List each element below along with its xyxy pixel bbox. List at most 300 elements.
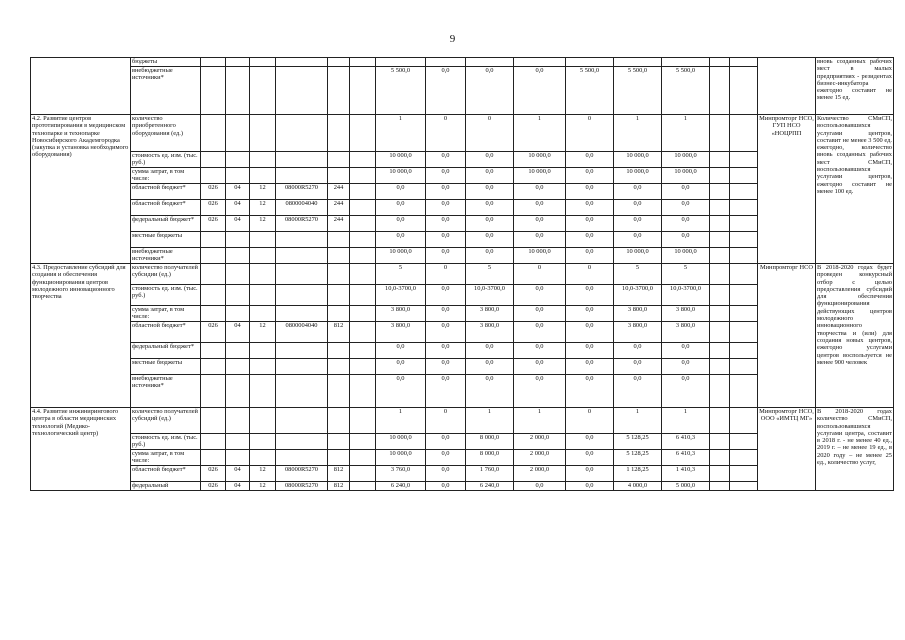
value-cell: 10 000,0 bbox=[514, 152, 566, 168]
value-cell: 10 000,0 bbox=[662, 248, 710, 264]
value-cell bbox=[710, 67, 730, 115]
value-cell bbox=[710, 232, 730, 248]
value-cell: 0,0 bbox=[426, 359, 466, 375]
code-cell bbox=[328, 264, 350, 285]
value-cell: 0,0 bbox=[466, 152, 514, 168]
value-cell bbox=[730, 58, 758, 67]
value-cell bbox=[710, 322, 730, 343]
value-cell: 0,0 bbox=[376, 200, 426, 216]
value-cell: 0,0 bbox=[662, 216, 710, 232]
value-cell: 0 bbox=[426, 408, 466, 434]
indicator-label: количество приобретенного оборудования (ед.) bbox=[131, 115, 201, 152]
code-cell bbox=[350, 67, 376, 115]
indicator-label: сумма затрат, в том числе: bbox=[131, 450, 201, 466]
value-cell: 0,0 bbox=[514, 67, 566, 115]
value-cell: 3 800,0 bbox=[662, 306, 710, 322]
code-cell bbox=[226, 152, 250, 168]
value-cell: 10,0-3700,0 bbox=[466, 285, 514, 306]
value-cell: 10 000,0 bbox=[376, 152, 426, 168]
value-cell: 0,0 bbox=[466, 248, 514, 264]
indicator-label: внебюджетные источники* bbox=[131, 67, 201, 115]
value-cell bbox=[730, 152, 758, 168]
code-cell bbox=[201, 248, 226, 264]
code-cell bbox=[250, 232, 276, 248]
value-cell: 1 bbox=[376, 408, 426, 434]
value-cell: 0,0 bbox=[514, 322, 566, 343]
executor: Минпромторг НСО, ООО «ИМТЦ МГ» bbox=[758, 408, 816, 491]
code-cell bbox=[276, 67, 328, 115]
executor: Минпромторг НСО bbox=[758, 264, 816, 408]
code-cell bbox=[250, 359, 276, 375]
code-cell bbox=[226, 264, 250, 285]
code-cell: 244 bbox=[328, 184, 350, 200]
value-cell bbox=[730, 200, 758, 216]
value-cell: 0,0 bbox=[466, 67, 514, 115]
code-cell bbox=[226, 375, 250, 408]
code-cell: 026 bbox=[201, 466, 226, 482]
value-cell: 0 bbox=[566, 115, 614, 152]
value-cell bbox=[514, 58, 566, 67]
indicator-label: местные бюджеты bbox=[131, 359, 201, 375]
value-cell: 1 bbox=[614, 115, 662, 152]
budget-table bbox=[30, 57, 894, 491]
value-cell: 3 800,0 bbox=[614, 306, 662, 322]
code-cell bbox=[350, 216, 376, 232]
value-cell: 5 500,0 bbox=[566, 67, 614, 115]
code-cell bbox=[226, 58, 250, 67]
code-cell: 08000R5270 bbox=[276, 216, 328, 232]
code-cell bbox=[328, 375, 350, 408]
code-cell bbox=[276, 58, 328, 67]
code-cell bbox=[350, 200, 376, 216]
value-cell bbox=[730, 168, 758, 184]
indicator-label: внебюджетные источники* bbox=[131, 375, 201, 408]
code-cell bbox=[250, 343, 276, 359]
value-cell: 0,0 bbox=[566, 248, 614, 264]
code-cell bbox=[226, 67, 250, 115]
code-cell bbox=[328, 152, 350, 168]
code-cell bbox=[201, 306, 226, 322]
code-cell: 04 bbox=[226, 482, 250, 491]
value-cell: 0,0 bbox=[514, 184, 566, 200]
value-cell: 10,0-3700,0 bbox=[662, 285, 710, 306]
value-cell bbox=[730, 306, 758, 322]
code-cell: 812 bbox=[328, 322, 350, 343]
value-cell: 10 000,0 bbox=[514, 168, 566, 184]
value-cell bbox=[730, 264, 758, 285]
value-cell: 0,0 bbox=[566, 232, 614, 248]
code-cell bbox=[328, 67, 350, 115]
value-cell: 0,0 bbox=[426, 67, 466, 115]
value-cell: 0,0 bbox=[566, 322, 614, 343]
value-cell: 5 bbox=[376, 264, 426, 285]
code-cell bbox=[276, 375, 328, 408]
code-cell bbox=[276, 248, 328, 264]
value-cell: 10 000,0 bbox=[662, 168, 710, 184]
indicator-label: стоимость ед. изм. (тыс. руб.) bbox=[131, 434, 201, 450]
code-cell bbox=[350, 184, 376, 200]
code-cell bbox=[250, 306, 276, 322]
value-cell: 0,0 bbox=[614, 200, 662, 216]
code-cell bbox=[201, 343, 226, 359]
code-cell bbox=[250, 285, 276, 306]
value-cell: 5 500,0 bbox=[614, 67, 662, 115]
value-cell bbox=[710, 200, 730, 216]
code-cell: 08000R5270 bbox=[276, 482, 328, 491]
code-cell: 244 bbox=[328, 216, 350, 232]
value-cell bbox=[710, 408, 730, 434]
value-cell bbox=[710, 434, 730, 450]
value-cell bbox=[710, 343, 730, 359]
value-cell: 6 240,0 bbox=[466, 482, 514, 491]
code-cell bbox=[328, 359, 350, 375]
value-cell: 3 800,0 bbox=[466, 322, 514, 343]
value-cell: 0 bbox=[514, 264, 566, 285]
code-cell bbox=[250, 408, 276, 434]
value-cell bbox=[730, 375, 758, 408]
value-cell bbox=[730, 115, 758, 152]
value-cell bbox=[466, 58, 514, 67]
value-cell: 1 bbox=[514, 408, 566, 434]
value-cell: 0,0 bbox=[426, 168, 466, 184]
value-cell: 0,0 bbox=[614, 216, 662, 232]
value-cell: 0,0 bbox=[426, 248, 466, 264]
value-cell: 0,0 bbox=[566, 466, 614, 482]
value-cell: 0,0 bbox=[426, 200, 466, 216]
value-cell: 0,0 bbox=[566, 482, 614, 491]
value-cell: 0,0 bbox=[426, 450, 466, 466]
value-cell bbox=[730, 359, 758, 375]
code-cell bbox=[350, 58, 376, 67]
code-cell bbox=[226, 359, 250, 375]
value-cell: 0,0 bbox=[662, 359, 710, 375]
code-cell: 08000R5270 bbox=[276, 466, 328, 482]
indicator-label: областной бюджет* bbox=[131, 200, 201, 216]
value-cell bbox=[710, 375, 730, 408]
code-cell bbox=[276, 232, 328, 248]
code-cell: 812 bbox=[328, 466, 350, 482]
value-cell: 0,0 bbox=[466, 216, 514, 232]
value-cell: 0,0 bbox=[614, 232, 662, 248]
value-cell: 0,0 bbox=[566, 216, 614, 232]
code-cell bbox=[328, 306, 350, 322]
value-cell: 0,0 bbox=[514, 375, 566, 408]
value-cell: 0,0 bbox=[426, 232, 466, 248]
code-cell bbox=[328, 168, 350, 184]
table-row bbox=[31, 408, 894, 434]
value-cell bbox=[710, 264, 730, 285]
value-cell bbox=[710, 184, 730, 200]
value-cell: 0 bbox=[566, 264, 614, 285]
value-cell: 10 000,0 bbox=[376, 248, 426, 264]
value-cell bbox=[662, 58, 710, 67]
value-cell bbox=[730, 248, 758, 264]
value-cell: 5 500,0 bbox=[662, 67, 710, 115]
table-row bbox=[31, 264, 894, 285]
code-cell bbox=[226, 285, 250, 306]
value-cell: 1 bbox=[662, 115, 710, 152]
value-cell: 0,0 bbox=[566, 343, 614, 359]
code-cell bbox=[350, 434, 376, 450]
value-cell: 0,0 bbox=[514, 232, 566, 248]
value-cell: 0,0 bbox=[466, 184, 514, 200]
value-cell: 6 410,3 bbox=[662, 434, 710, 450]
value-cell: 0,0 bbox=[466, 343, 514, 359]
indicator-label: местные бюджеты bbox=[131, 232, 201, 248]
executor bbox=[758, 58, 816, 115]
value-cell: 3 760,0 bbox=[376, 466, 426, 482]
code-cell bbox=[328, 285, 350, 306]
code-cell bbox=[276, 115, 328, 152]
value-cell bbox=[710, 115, 730, 152]
value-cell: 5 128,25 bbox=[614, 450, 662, 466]
code-cell bbox=[350, 482, 376, 491]
indicator-label: сумма затрат, в том числе: bbox=[131, 168, 201, 184]
code-cell bbox=[201, 264, 226, 285]
value-cell: 0,0 bbox=[662, 343, 710, 359]
code-cell bbox=[350, 248, 376, 264]
indicator-label: областной бюджет* bbox=[131, 184, 201, 200]
value-cell: 0,0 bbox=[466, 168, 514, 184]
value-cell: 0,0 bbox=[466, 200, 514, 216]
code-cell bbox=[201, 434, 226, 450]
value-cell: 0,0 bbox=[614, 184, 662, 200]
table-row bbox=[31, 115, 894, 152]
code-cell: 12 bbox=[250, 216, 276, 232]
code-cell bbox=[350, 375, 376, 408]
value-cell: 10,0-3700,0 bbox=[376, 285, 426, 306]
expected-result: вновь созданных рабочих мест в малых предприятиях - резидентах бизнес-инкубатора ежегодно составит не менее 15 ед. bbox=[816, 58, 894, 115]
code-cell: 0800004040 bbox=[276, 322, 328, 343]
activity-name: 4.4. Развитие инжинирингового центра в области медицинских технологий (Медико-технологический центр) bbox=[31, 408, 131, 491]
value-cell bbox=[710, 248, 730, 264]
value-cell: 3 800,0 bbox=[662, 322, 710, 343]
code-cell bbox=[226, 408, 250, 434]
indicator-label: внебюджетные источники* bbox=[131, 248, 201, 264]
value-cell: 5 bbox=[614, 264, 662, 285]
code-cell bbox=[250, 248, 276, 264]
code-cell: 12 bbox=[250, 466, 276, 482]
indicator-label: федеральный bbox=[131, 482, 201, 491]
table-row bbox=[31, 58, 894, 67]
code-cell bbox=[250, 434, 276, 450]
value-cell: 0,0 bbox=[566, 375, 614, 408]
value-cell: 0,0 bbox=[426, 343, 466, 359]
code-cell bbox=[201, 359, 226, 375]
value-cell: 0,0 bbox=[426, 375, 466, 408]
value-cell: 0,0 bbox=[426, 322, 466, 343]
value-cell: 0,0 bbox=[376, 359, 426, 375]
value-cell: 2 000,0 bbox=[514, 466, 566, 482]
value-cell bbox=[730, 285, 758, 306]
code-cell bbox=[201, 168, 226, 184]
value-cell: 5 000,0 bbox=[662, 482, 710, 491]
value-cell: 1 bbox=[376, 115, 426, 152]
value-cell: 0,0 bbox=[614, 343, 662, 359]
value-cell: 10 000,0 bbox=[614, 248, 662, 264]
value-cell: 0,0 bbox=[566, 285, 614, 306]
code-cell bbox=[226, 232, 250, 248]
indicator-label: стоимость ед. изм. (тыс. руб.) bbox=[131, 285, 201, 306]
code-cell bbox=[350, 232, 376, 248]
value-cell bbox=[710, 58, 730, 67]
code-cell bbox=[250, 450, 276, 466]
value-cell: 6 240,0 bbox=[376, 482, 426, 491]
value-cell: 3 800,0 bbox=[466, 306, 514, 322]
value-cell bbox=[614, 58, 662, 67]
value-cell: 0,0 bbox=[566, 434, 614, 450]
code-cell bbox=[226, 248, 250, 264]
value-cell: 1 128,25 bbox=[614, 466, 662, 482]
value-cell bbox=[710, 450, 730, 466]
value-cell bbox=[566, 58, 614, 67]
code-cell: 08000R5270 bbox=[276, 184, 328, 200]
code-cell: 12 bbox=[250, 482, 276, 491]
code-cell bbox=[201, 67, 226, 115]
code-cell bbox=[328, 343, 350, 359]
value-cell: 10 000,0 bbox=[614, 168, 662, 184]
code-cell: 12 bbox=[250, 184, 276, 200]
value-cell: 0,0 bbox=[614, 375, 662, 408]
activity-name bbox=[31, 58, 131, 115]
value-cell bbox=[730, 216, 758, 232]
value-cell bbox=[730, 343, 758, 359]
value-cell: 0,0 bbox=[426, 306, 466, 322]
value-cell bbox=[730, 67, 758, 115]
value-cell bbox=[730, 408, 758, 434]
code-cell: 244 bbox=[328, 200, 350, 216]
indicator-label: сумма затрат, в том числе: bbox=[131, 306, 201, 322]
value-cell: 1 bbox=[662, 408, 710, 434]
value-cell: 1 bbox=[466, 408, 514, 434]
value-cell: 0,0 bbox=[514, 285, 566, 306]
value-cell: 0,0 bbox=[566, 200, 614, 216]
value-cell: 0,0 bbox=[376, 375, 426, 408]
code-cell: 12 bbox=[250, 322, 276, 343]
value-cell: 0,0 bbox=[662, 375, 710, 408]
code-cell: 026 bbox=[201, 184, 226, 200]
value-cell: 0,0 bbox=[376, 232, 426, 248]
code-cell bbox=[250, 152, 276, 168]
value-cell: 1 410,3 bbox=[662, 466, 710, 482]
activity-name: 4.2. Развитие центров прототипирования в медицинском технопарке и технопарке Новосибирского Академгородка (закупка и установка необходимого оборудования) bbox=[31, 115, 131, 264]
value-cell: 5 bbox=[466, 264, 514, 285]
code-cell bbox=[350, 115, 376, 152]
value-cell: 3 800,0 bbox=[376, 306, 426, 322]
indicator-label: федеральный бюджет* bbox=[131, 343, 201, 359]
indicator-label: федеральный бюджет* bbox=[131, 216, 201, 232]
code-cell bbox=[276, 434, 328, 450]
expected-result: В 2018-2020 годах будет проведен конкурсный отбор с целью предоставления субсидий для обеспечения функционирования действующих центров молодежного инновационного творчества и (или) для создания новых центров, ежегодно услугами центров воспользуется не менее 900 человек bbox=[816, 264, 894, 408]
value-cell: 0,0 bbox=[566, 306, 614, 322]
code-cell: 0800004040 bbox=[276, 200, 328, 216]
value-cell: 0,0 bbox=[426, 466, 466, 482]
code-cell bbox=[201, 152, 226, 168]
expected-result: В 2018-2020 годах количество СМиСП, воспользовавшихся услугами центра, составит в 2018 г. - не менее 40 ед., 2019 г. – не менее 19 ед., в 2020 году – не менее 25 ед., количество услуг, bbox=[816, 408, 894, 491]
code-cell: 026 bbox=[201, 482, 226, 491]
value-cell: 10 000,0 bbox=[376, 434, 426, 450]
code-cell bbox=[226, 343, 250, 359]
code-cell bbox=[250, 168, 276, 184]
code-cell bbox=[276, 168, 328, 184]
value-cell bbox=[710, 152, 730, 168]
value-cell bbox=[730, 232, 758, 248]
value-cell: 0,0 bbox=[566, 168, 614, 184]
code-cell bbox=[276, 450, 328, 466]
indicator-label: стоимость ед. изм. (тыс. руб.) bbox=[131, 152, 201, 168]
value-cell: 5 500,0 bbox=[376, 67, 426, 115]
value-cell: 0,0 bbox=[514, 482, 566, 491]
value-cell: 0,0 bbox=[662, 184, 710, 200]
code-cell: 04 bbox=[226, 216, 250, 232]
code-cell bbox=[226, 115, 250, 152]
code-cell bbox=[250, 264, 276, 285]
value-cell: 5 128,25 bbox=[614, 434, 662, 450]
code-cell bbox=[276, 343, 328, 359]
indicator-label: областной бюджет* bbox=[131, 322, 201, 343]
value-cell: 8 000,0 bbox=[466, 450, 514, 466]
value-cell: 0,0 bbox=[566, 184, 614, 200]
code-cell bbox=[350, 306, 376, 322]
value-cell: 1 760,0 bbox=[466, 466, 514, 482]
code-cell bbox=[350, 168, 376, 184]
value-cell: 8 000,0 bbox=[466, 434, 514, 450]
value-cell: 5 bbox=[662, 264, 710, 285]
code-cell: 12 bbox=[250, 200, 276, 216]
indicator-label: количество получателей субсидии (ед.) bbox=[131, 264, 201, 285]
code-cell bbox=[328, 232, 350, 248]
value-cell: 0,0 bbox=[466, 232, 514, 248]
value-cell: 0 bbox=[566, 408, 614, 434]
code-cell bbox=[201, 232, 226, 248]
value-cell: 2 000,0 bbox=[514, 450, 566, 466]
value-cell: 6 410,3 bbox=[662, 450, 710, 466]
code-cell: 04 bbox=[226, 184, 250, 200]
value-cell: 10 000,0 bbox=[376, 450, 426, 466]
code-cell bbox=[276, 152, 328, 168]
value-cell: 0 bbox=[426, 115, 466, 152]
value-cell: 0,0 bbox=[514, 200, 566, 216]
value-cell: 0,0 bbox=[566, 450, 614, 466]
code-cell: 026 bbox=[201, 322, 226, 343]
value-cell: 4 000,0 bbox=[614, 482, 662, 491]
code-cell bbox=[276, 408, 328, 434]
code-cell bbox=[350, 264, 376, 285]
code-cell bbox=[350, 343, 376, 359]
value-cell bbox=[730, 466, 758, 482]
code-cell bbox=[201, 285, 226, 306]
code-cell bbox=[226, 450, 250, 466]
page-number: 9 bbox=[449, 33, 456, 45]
value-cell: 0,0 bbox=[514, 359, 566, 375]
value-cell: 10 000,0 bbox=[662, 152, 710, 168]
indicator-label: количество получателей субсидий (ед.) bbox=[131, 408, 201, 434]
value-cell: 0,0 bbox=[662, 200, 710, 216]
value-cell bbox=[710, 466, 730, 482]
value-cell: 3 800,0 bbox=[614, 322, 662, 343]
value-cell bbox=[710, 306, 730, 322]
code-cell bbox=[250, 115, 276, 152]
value-cell: 0,0 bbox=[426, 482, 466, 491]
code-cell bbox=[226, 168, 250, 184]
value-cell bbox=[730, 322, 758, 343]
code-cell bbox=[328, 115, 350, 152]
code-cell bbox=[350, 408, 376, 434]
activity-name: 4.3. Предоставление субсидий для создания и обеспечения функционирования центров молодежного инновационного творчества bbox=[31, 264, 131, 408]
code-cell bbox=[226, 434, 250, 450]
value-cell: 10 000,0 bbox=[514, 248, 566, 264]
code-cell bbox=[350, 152, 376, 168]
